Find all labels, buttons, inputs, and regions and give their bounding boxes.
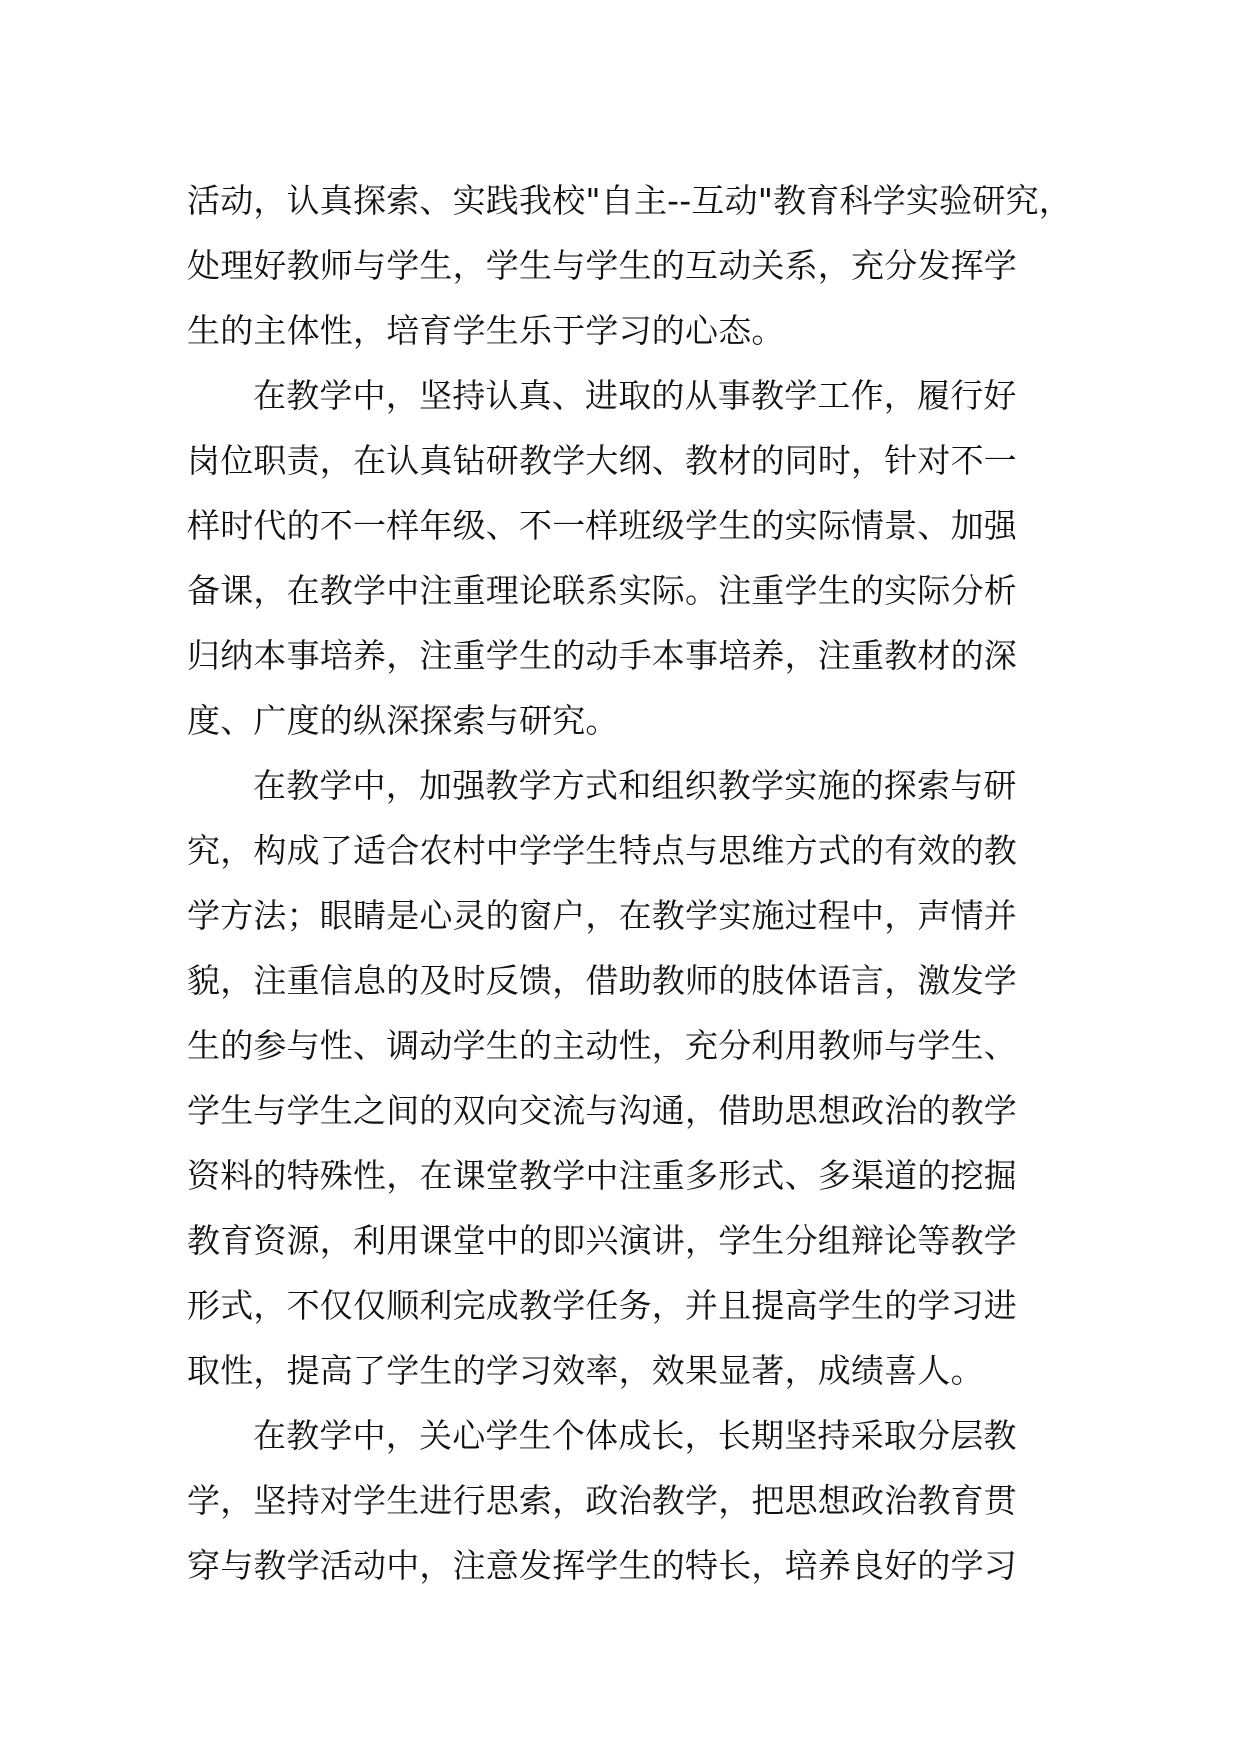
text-line: 穿与教学活动中，注意发挥学生的特长，培养良好的学习 — [187, 1546, 1017, 1585]
text-line: 样时代的不一样年级、不一样班级学生的实际情景、加强 — [187, 506, 1017, 545]
text-line: 学方法；眼睛是心灵的窗户，在教学实施过程中，声情并 — [187, 896, 1017, 935]
text-line: 学，坚持对学生进行思索，政治教学，把思想政治教育贯 — [187, 1481, 1017, 1520]
text-line: 归纳本事培养，注重学生的动手本事培养，注重教材的深 — [187, 636, 1017, 675]
text-line: 生的参与性、调动学生的主动性，充分利用教师与学生、 — [187, 1026, 1017, 1065]
text-line: 生的主体性，培育学生乐于学习的心态。 — [187, 311, 785, 350]
paragraph-first-line: 在教学中，坚持认真、进取的从事教学工作，履行好 — [253, 376, 1017, 415]
text-line: 取性，提高了学生的学习效率，效果显著，成绩喜人。 — [187, 1351, 984, 1390]
text-line: 处理好教师与学生，学生与学生的互动关系，充分发挥学 — [187, 246, 1017, 285]
text-line: 备课，在教学中注重理论联系实际。注重学生的实际分析 — [187, 571, 1017, 610]
paragraph-first-line: 在教学中，关心学生个体成长，长期坚持采取分层教 — [253, 1416, 1017, 1455]
text-line: 资料的特殊性，在课堂教学中注重多形式、多渠道的挖掘 — [187, 1156, 1017, 1195]
body-text — [187, 168, 1072, 1598]
paragraph-first-line: 在教学中，加强教学方式和组织教学实施的探索与研 — [253, 766, 1017, 805]
text-line: 活动，认真探索、实践我校"自主--互动"教育科学实验研究， — [187, 181, 1072, 220]
text-line: 岗位职责，在认真钻研教学大纲、教材的同时，针对不一 — [187, 441, 1017, 480]
text-line: 究，构成了适合农村中学学生特点与思维方式的有效的教 — [187, 831, 1017, 870]
text-line: 貌，注重信息的及时反馈，借助教师的肢体语言，激发学 — [187, 961, 1017, 1000]
text-line: 度、广度的纵深探索与研究。 — [187, 701, 619, 740]
text-line: 教育资源，利用课堂中的即兴演讲，学生分组辩论等教学 — [187, 1221, 1017, 1260]
text-line: 形式，不仅仅顺利完成教学任务，并且提高学生的学习进 — [187, 1286, 1017, 1325]
text-line: 学生与学生之间的双向交流与沟通，借助思想政治的教学 — [187, 1091, 1017, 1130]
